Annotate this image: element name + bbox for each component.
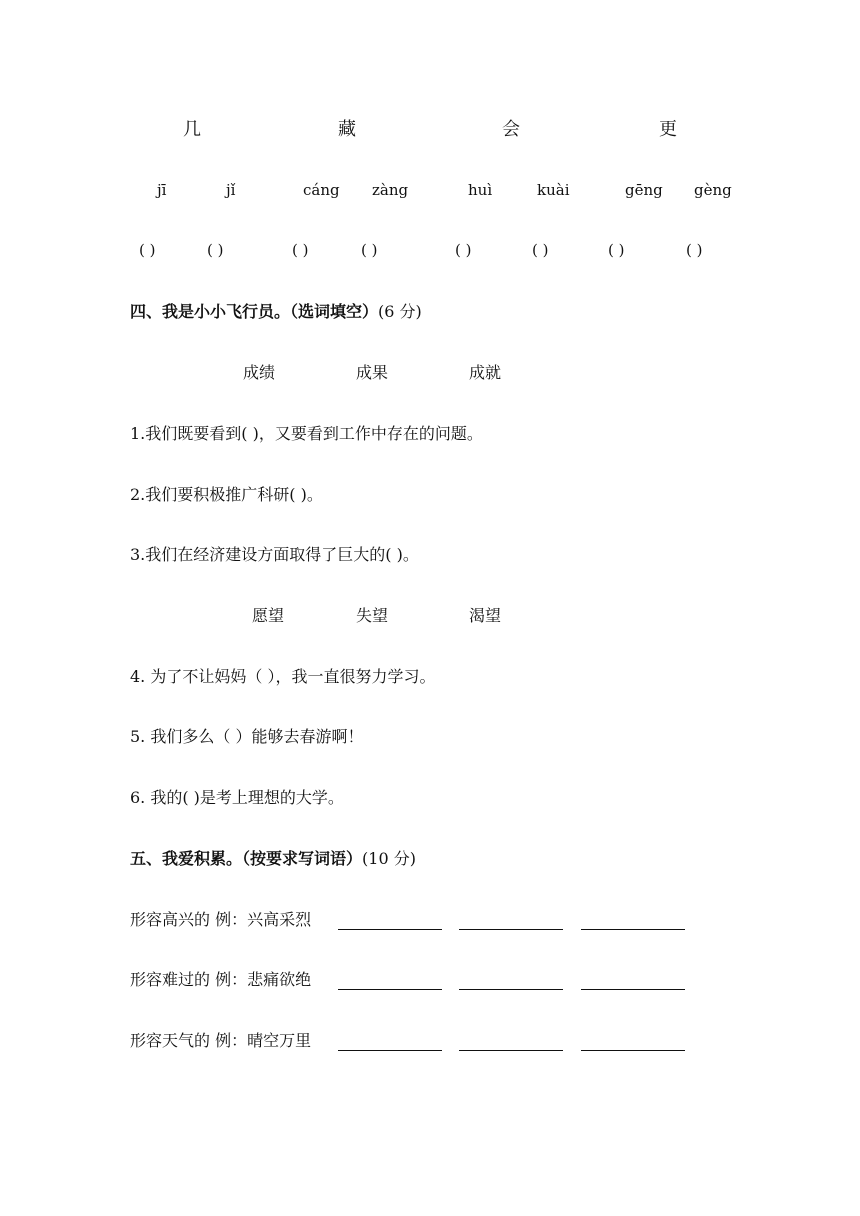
- polyphone-char-3: 会: [502, 119, 520, 140]
- pinyin-option: huì: [468, 181, 493, 199]
- answer-line[interactable]: [338, 989, 442, 990]
- accumulate-row-1: [130, 912, 311, 928]
- answer-blank[interactable]: ( ): [139, 241, 156, 259]
- row-example: 例：晴空万里: [215, 1031, 312, 1050]
- section-4-title: 四、我是小小飞行员。（选词填空）: [130, 302, 379, 321]
- answer-line[interactable]: [581, 1050, 685, 1051]
- fill-in-item-6[interactable]: 6. 我的( )是考上理想的大学。: [130, 788, 344, 807]
- answer-blank[interactable]: ( ): [532, 241, 549, 259]
- answer-blank[interactable]: ( ): [608, 241, 625, 259]
- polyphone-char-4: 更: [659, 119, 677, 140]
- row-example: 例：悲痛欲绝: [215, 970, 312, 989]
- answer-blank[interactable]: ( ): [292, 241, 309, 259]
- pinyin-option: jǐ: [226, 181, 236, 199]
- fill-in-item-1[interactable]: 1.我们既要看到( )，又要看到工作中存在的问题。: [130, 424, 483, 443]
- answer-blank[interactable]: ( ): [361, 241, 378, 259]
- pinyin-option: gèng: [694, 181, 732, 199]
- word-choice: 愿望: [252, 606, 285, 625]
- row-example: 例：兴高采烈: [215, 910, 312, 929]
- answer-blank[interactable]: ( ): [207, 241, 224, 259]
- answer-line[interactable]: [459, 929, 563, 930]
- answer-line[interactable]: [459, 989, 563, 990]
- pinyin-option: zàng: [372, 181, 409, 199]
- answer-blank[interactable]: ( ): [455, 241, 472, 259]
- fill-in-item-4[interactable]: 4. 为了不让妈妈（ ），我一直很努力学习。: [130, 667, 436, 686]
- pinyin-option: jī: [157, 181, 167, 199]
- accumulate-row-3: [130, 1033, 311, 1049]
- fill-in-item-2[interactable]: 2.我们要积极推广科研( )。: [130, 485, 323, 504]
- fill-in-item-3[interactable]: 3.我们在经济建设方面取得了巨大的( )。: [130, 545, 419, 564]
- section-5-title: 五、我爱积累。（按要求写词语）: [130, 849, 363, 868]
- row-label: 形容难过的: [130, 970, 211, 989]
- fill-in-item-5[interactable]: 5. 我们多么（ ）能够去春游啊！: [130, 727, 364, 746]
- section-4-score: (6 分): [378, 302, 422, 321]
- pinyin-option: gēng: [625, 181, 663, 199]
- row-label: 形容高兴的: [130, 910, 211, 929]
- section-5-heading: [130, 851, 416, 867]
- polyphone-char-1: 几: [183, 119, 201, 140]
- word-choice: 失望: [356, 606, 389, 625]
- pinyin-option: cáng: [303, 181, 340, 199]
- answer-blank[interactable]: ( ): [686, 241, 703, 259]
- answer-line[interactable]: [338, 1050, 442, 1051]
- answer-line[interactable]: [581, 929, 685, 930]
- word-choice: 成就: [469, 363, 502, 382]
- section-4-heading: [130, 304, 422, 320]
- word-choice: 成果: [356, 363, 389, 382]
- pinyin-option: kuài: [537, 181, 570, 199]
- row-label: 形容天气的: [130, 1031, 211, 1050]
- section-5-score: (10 分): [362, 849, 416, 868]
- word-choice: 渴望: [469, 606, 502, 625]
- answer-line[interactable]: [459, 1050, 563, 1051]
- answer-line[interactable]: [581, 989, 685, 990]
- word-choice: 成绩: [243, 363, 276, 382]
- answer-line[interactable]: [338, 929, 442, 930]
- polyphone-char-2: 藏: [338, 119, 356, 140]
- accumulate-row-2: [130, 972, 311, 988]
